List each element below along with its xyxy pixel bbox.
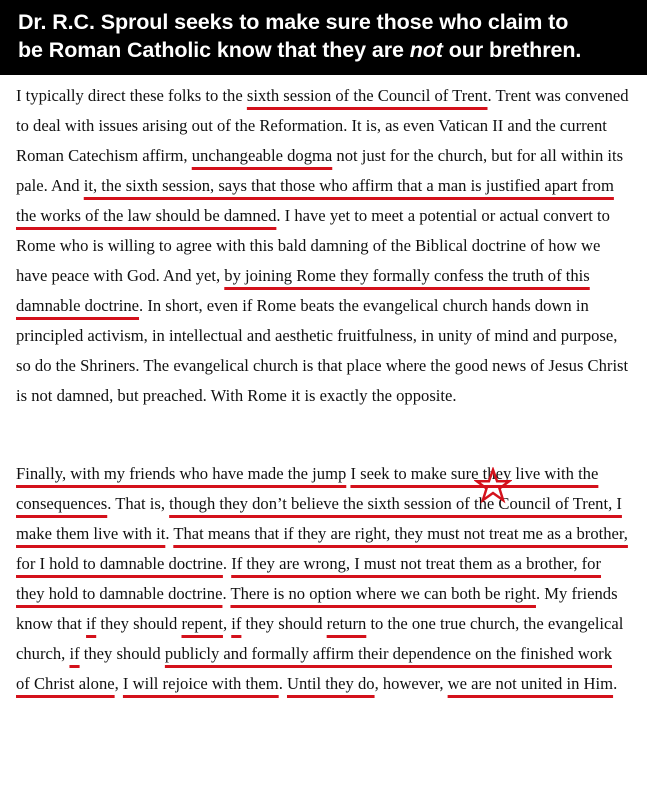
underlined-phrase: unchangeable dogma: [191, 146, 333, 165]
text-segment: .: [222, 584, 231, 603]
underlined-phrase: if: [86, 614, 97, 633]
text-segment: I typically direct these folks to the: [16, 86, 247, 105]
banner-emphasis: not: [409, 38, 443, 62]
underlined-phrase: we are not united in Him: [447, 674, 614, 693]
underlined-phrase: if: [69, 644, 80, 663]
text-segment: ,: [222, 614, 232, 633]
paragraph-1: [16, 75, 629, 411]
text-segment: . I have yet to meet a potential or actual convert to Rome who is willing to agree with this bald damning of the Biblical doctrine of how we have peace with God. And yet,: [16, 206, 610, 285]
quote-banner: [0, 0, 647, 75]
underlined-phrase: repent: [181, 614, 223, 633]
text-segment: not just for the church, but for all within its pale. And: [16, 146, 624, 195]
star-icon: [474, 467, 512, 505]
text-segment: .: [613, 674, 618, 693]
text-segment: they should: [96, 614, 182, 633]
underlined-phrase: If they are wrong, I must not treat them as a brother, for they hold to damnable doctrine: [16, 554, 602, 603]
text-segment: .: [222, 554, 232, 573]
underlined-phrase: Finally, with my friends who have made the jump: [16, 464, 347, 483]
text-segment: , however,: [374, 674, 448, 693]
underlined-phrase: by joining Rome they formally confess the truth of this damnable doctrine: [16, 266, 590, 315]
banner-line-1: Dr. R.C. Sproul seeks to make sure those who claim to: [18, 10, 569, 34]
text-segment: they should: [79, 644, 165, 663]
banner-line-2-start: be Roman Catholic know that they are: [18, 38, 410, 62]
banner-line-2-end: our brethren.: [442, 38, 582, 62]
underlined-phrase: publicly and formally affirm their dependence on the finished work of Christ alone: [16, 644, 612, 693]
underlined-phrase: sixth session of the Council of Trent: [246, 86, 488, 105]
banner-line-2: [18, 36, 639, 64]
underlined-phrase: I will rejoice with them: [122, 674, 279, 693]
underlined-phrase: There is no option where we can both be right: [230, 584, 536, 603]
article-body: [0, 75, 647, 699]
underlined-phrase: though they don’t believe the sixth session of the Council of Trent, I make them live with it: [16, 494, 622, 543]
text-segment: ,: [114, 674, 123, 693]
text-segment: . In short, even if Rome beats the evangelical church hands down in principled activism, in intellectual and aesthetic fruitfulness, in unity of mind and purpose, so do the Shriners. The evangelical church is that place where the good news of Jesus Christ is not damned, but preached. With Rome it is exactly the opposite.: [16, 296, 629, 405]
text-segment: . My friends know that: [16, 584, 618, 633]
underlined-phrase: Until they do: [286, 674, 375, 693]
text-segment: .: [278, 674, 287, 693]
underlined-phrase: I seek to make sure they live with the consequences: [16, 464, 599, 513]
underlined-phrase: That means that if they are right, they must not treat me as a brother, for I hold to damnable doctrine: [16, 524, 628, 573]
paragraph-2: [16, 411, 629, 699]
text-segment: they should: [241, 614, 327, 633]
underlined-phrase: return: [326, 614, 367, 633]
text-segment: .: [165, 524, 174, 543]
underlined-phrase: if: [231, 614, 242, 633]
text-segment: . Trent was convened to deal with issues arising out of the Reformation. It is, as even Vatican II and the current Roman Catechism affirm,: [16, 86, 629, 165]
underlined-phrase: it, the sixth session, says that those who affirm that a man is justified apart from the works of the law should be damned: [16, 176, 614, 225]
text-segment: to the one true church, the evangelical church,: [16, 614, 624, 663]
text-segment: . That is,: [107, 494, 170, 513]
